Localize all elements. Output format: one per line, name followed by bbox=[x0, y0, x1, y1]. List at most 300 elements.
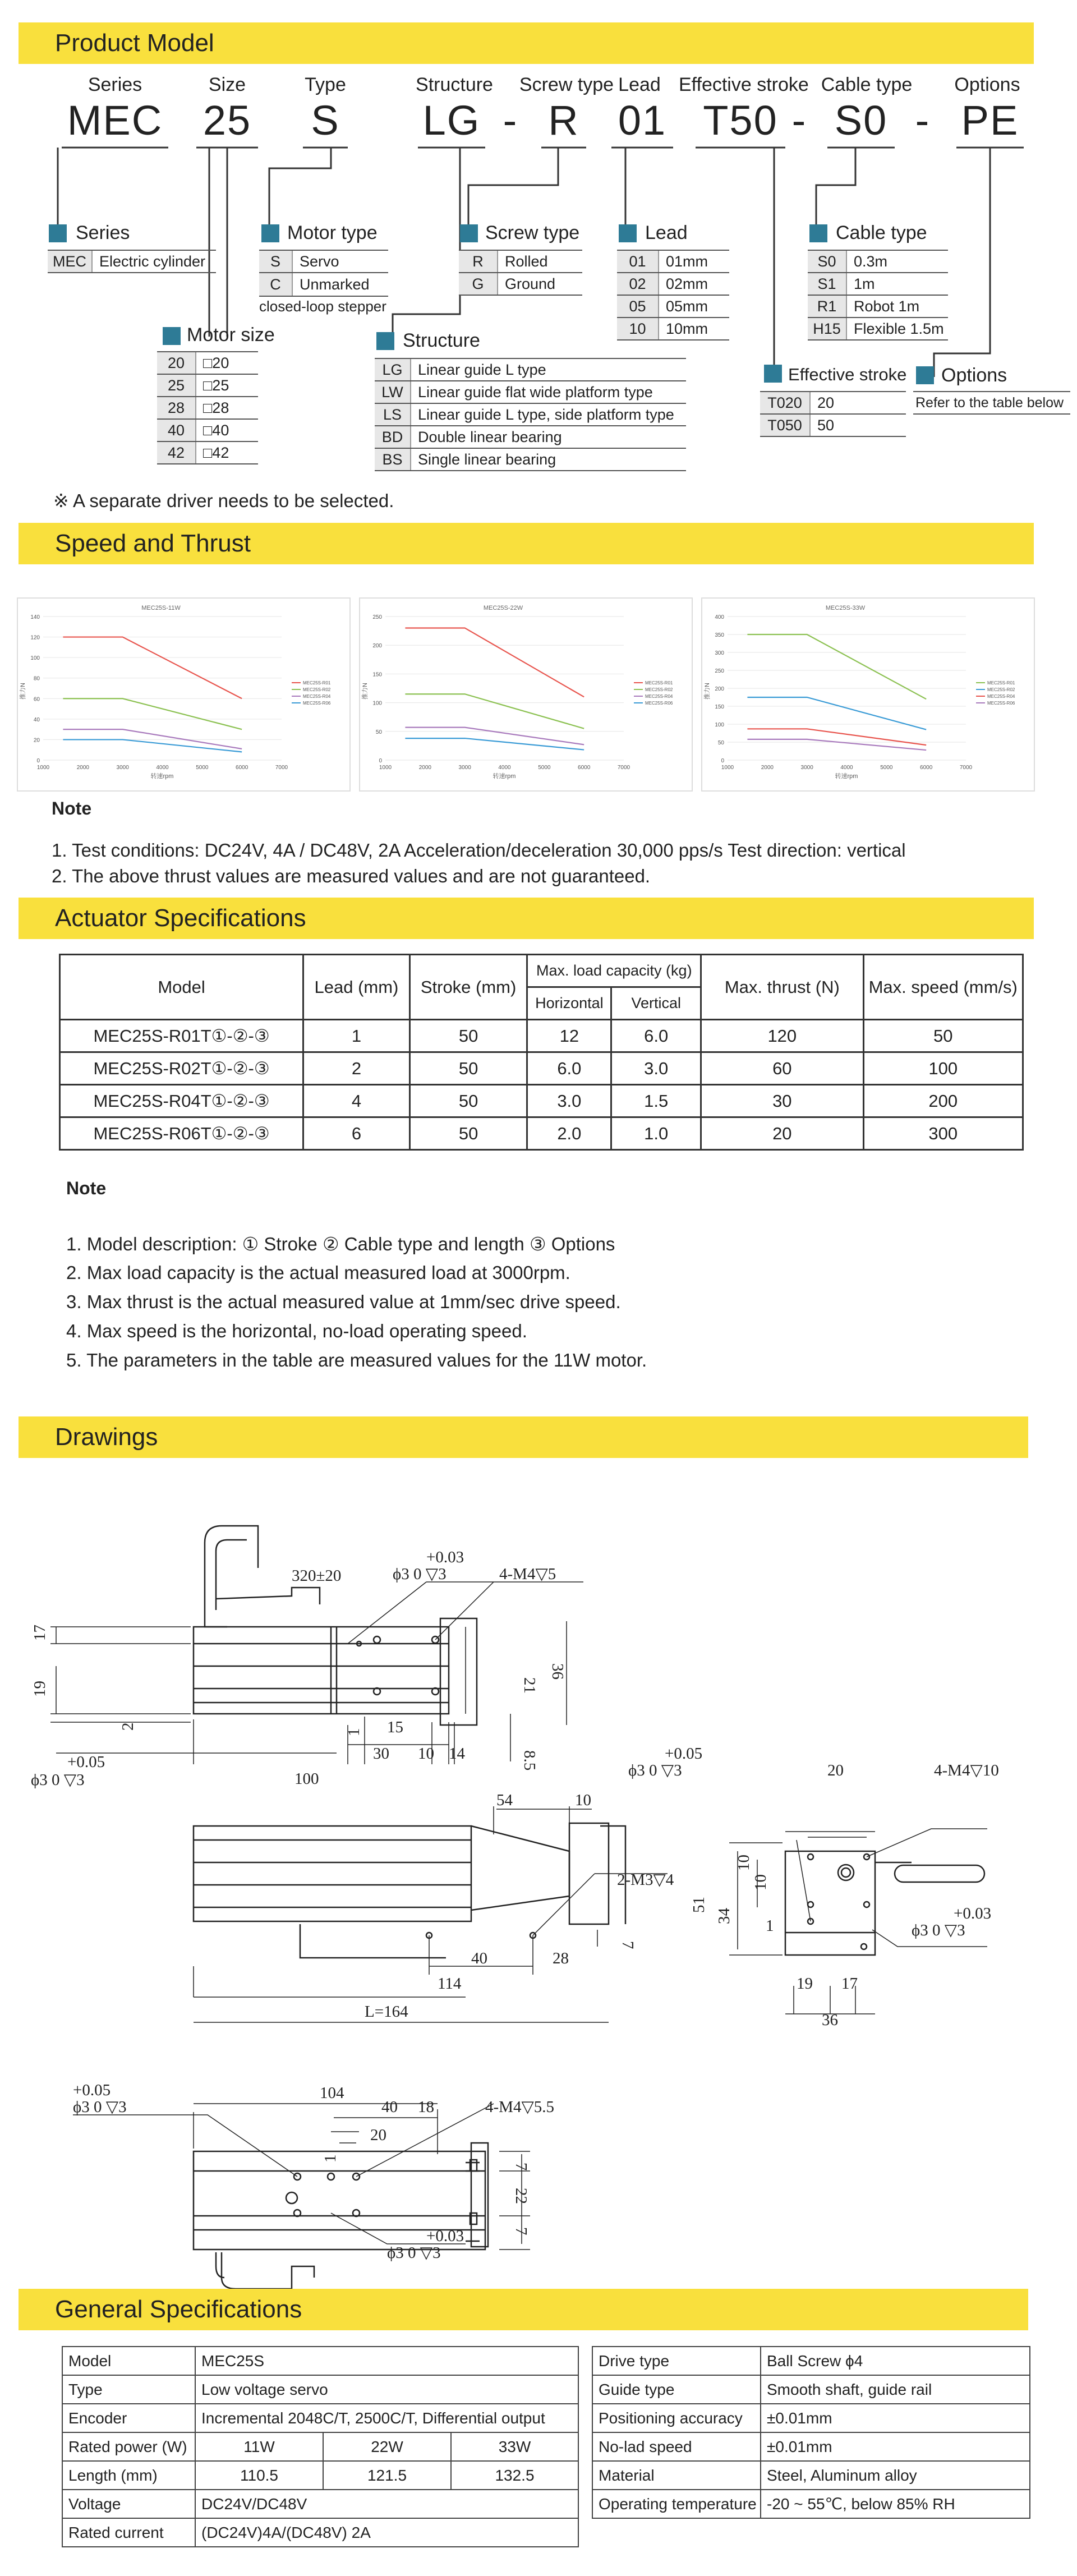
y-tick-label: 250 bbox=[715, 668, 724, 674]
legend-label: MEC25S-R04 bbox=[987, 694, 1015, 699]
dim-34: 34 bbox=[715, 1908, 733, 1924]
section-title: Product Model bbox=[55, 29, 214, 57]
cell: 2.0 bbox=[527, 1117, 611, 1150]
gs-label: Voltage bbox=[62, 2490, 195, 2518]
section-banner-actuator bbox=[19, 898, 1034, 939]
cell: 30 bbox=[701, 1085, 863, 1117]
series-line bbox=[405, 728, 584, 745]
motor-size-code: 28 bbox=[157, 397, 196, 418]
motor-type-table bbox=[259, 250, 388, 315]
cable-type-table bbox=[808, 250, 948, 341]
note1-line: 2. The above thrust values are measured values and are not guaranteed. bbox=[52, 866, 651, 886]
y-tick-label: 0 bbox=[379, 758, 382, 764]
series-line bbox=[63, 698, 242, 729]
dim-54: 54 bbox=[496, 1791, 513, 1809]
x-tick-label: 2000 bbox=[761, 765, 774, 771]
dim-19b: 19 bbox=[797, 1975, 813, 1993]
dim-hole4: ϕ3 0 ▽3 bbox=[912, 1921, 965, 1939]
dim-m3: 2-M3▽4 bbox=[617, 1871, 674, 1889]
dim-40: 40 bbox=[471, 1949, 487, 1967]
y-axis-label: 推力N bbox=[704, 683, 711, 700]
cell: 200 bbox=[863, 1085, 1023, 1117]
cell: 1 bbox=[303, 1020, 410, 1052]
motor-type-marker bbox=[261, 224, 279, 242]
dim-tol6: +0.03 bbox=[426, 2227, 464, 2245]
y-axis-label: 推力N bbox=[362, 683, 369, 700]
lead-table bbox=[617, 250, 729, 341]
gs-label: Rated power (W) bbox=[62, 2432, 195, 2461]
stroke-table bbox=[760, 391, 906, 437]
cable-code: S0 bbox=[808, 251, 847, 272]
y-tick-label: 140 bbox=[30, 614, 40, 620]
gs-value: ±0.01mm bbox=[761, 2404, 1030, 2432]
series-desc: Electric cylinder bbox=[99, 252, 206, 270]
structure-code: BS bbox=[375, 449, 411, 470]
x-tick-label: 3000 bbox=[116, 765, 129, 771]
series-code: MEC bbox=[48, 251, 93, 272]
cable-type-title: Cable type bbox=[836, 222, 927, 243]
gs-value: 121.5 bbox=[323, 2461, 451, 2490]
structure-code: LW bbox=[375, 381, 411, 403]
motor-size-code: 20 bbox=[157, 352, 196, 374]
dim-tol4: +0.03 bbox=[954, 1905, 992, 1922]
dim-hole5: ϕ3 0 ▽3 bbox=[73, 2098, 127, 2116]
y-tick-label: 100 bbox=[372, 700, 382, 707]
cell: MEC25S-R04T①-②-③ bbox=[60, 1085, 303, 1117]
note2-line: 4. Max speed is the horizontal, no-load operating speed. bbox=[66, 1321, 527, 1341]
options-marker bbox=[916, 366, 934, 384]
code-val-stroke: T50 bbox=[703, 97, 778, 144]
legend-label: MEC25S-R01 bbox=[303, 680, 331, 686]
x-tick-label: 1000 bbox=[721, 765, 734, 771]
options-table bbox=[913, 391, 1070, 415]
screw-type-code: G bbox=[459, 273, 498, 295]
motor-size-table bbox=[157, 351, 258, 464]
x-tick-label: 6000 bbox=[236, 765, 248, 771]
gs-value: ±0.01mm bbox=[761, 2432, 1030, 2461]
y-tick-label: 200 bbox=[715, 686, 724, 692]
note2-line: 1. Model description: ① Stroke ② Cable type and length ③ Options bbox=[66, 1234, 615, 1254]
y-tick-label: 150 bbox=[715, 704, 724, 710]
series-line bbox=[747, 729, 926, 745]
general-spec-right bbox=[592, 2346, 1030, 2519]
y-tick-label: 400 bbox=[715, 614, 724, 620]
motor-size-desc: □20 bbox=[203, 354, 229, 371]
driver-note: ※ A separate driver needs to be selected. bbox=[53, 490, 394, 511]
dim-1c: 1 bbox=[321, 2154, 339, 2163]
y-tick-label: 250 bbox=[372, 614, 382, 620]
gs-value: DC24V/DC48V bbox=[195, 2490, 578, 2518]
y-tick-label: 200 bbox=[372, 643, 382, 650]
options-title: Options bbox=[941, 365, 1007, 386]
series-line bbox=[63, 637, 242, 699]
dim-15: 15 bbox=[387, 1718, 403, 1736]
dim-1: 1 bbox=[345, 1728, 363, 1736]
lead-code: 01 bbox=[617, 251, 659, 272]
chart-11w bbox=[17, 597, 351, 792]
section-banner-drawings bbox=[19, 1416, 1028, 1458]
lead-desc: 10mm bbox=[666, 320, 708, 337]
motor-size-code: 40 bbox=[157, 420, 196, 441]
screw-type-marker bbox=[460, 224, 478, 242]
legend-label: MEC25S-R01 bbox=[645, 680, 673, 686]
y-axis-label: 推力N bbox=[20, 683, 26, 700]
chart-title: MEC25S-33W bbox=[825, 605, 866, 611]
cell: 6 bbox=[303, 1117, 410, 1150]
structure-desc: Linear guide flat wide platform type bbox=[418, 383, 653, 401]
section-title: Drawings bbox=[55, 1423, 158, 1451]
y-tick-label: 150 bbox=[372, 671, 382, 678]
x-tick-label: 2000 bbox=[76, 765, 89, 771]
motor-size-marker bbox=[163, 327, 181, 345]
code-val-cable: S0 bbox=[834, 97, 888, 144]
structure-desc: Double linear bearing bbox=[418, 428, 562, 445]
cell: 50 bbox=[409, 1085, 527, 1117]
cell: 4 bbox=[303, 1085, 410, 1117]
motor-type-desc: Servo bbox=[300, 252, 339, 270]
chart-22w bbox=[359, 597, 693, 792]
code-val-series: MEC bbox=[67, 97, 163, 144]
code-head-structure: Structure bbox=[416, 74, 493, 95]
screw-type-title: Screw type bbox=[485, 222, 580, 243]
legend-label: MEC25S-R02 bbox=[645, 687, 673, 692]
dim-114: 114 bbox=[438, 1975, 462, 1993]
dim-28: 28 bbox=[553, 1949, 569, 1967]
lead-desc: 02mm bbox=[666, 275, 708, 292]
y-tick-label: 100 bbox=[715, 722, 724, 728]
stroke-title: Effective stroke bbox=[788, 365, 907, 384]
lead-code: 02 bbox=[617, 273, 659, 295]
y-tick-label: 40 bbox=[33, 716, 40, 723]
gs-label: Operating temperature bbox=[592, 2490, 761, 2518]
chart-title: MEC25S-22W bbox=[483, 605, 523, 611]
th-load: Max. load capacity (kg) bbox=[527, 955, 701, 987]
cable-desc: 0.3m bbox=[854, 252, 888, 270]
code-head-screw: Screw type bbox=[519, 74, 614, 95]
x-axis-label: 转速rpm bbox=[493, 773, 516, 780]
cable-code: H15 bbox=[808, 318, 847, 339]
y-tick-label: 50 bbox=[717, 740, 724, 746]
dim-2: 2 bbox=[119, 1722, 137, 1731]
cell: MEC25S-R01T①-②-③ bbox=[60, 1020, 303, 1052]
chart-33w-svg bbox=[702, 599, 1034, 790]
gs-label: Guide type bbox=[592, 2375, 761, 2404]
code-head-stroke: Effective stroke bbox=[679, 74, 809, 95]
legend-label: MEC25S-R02 bbox=[303, 687, 331, 692]
code-dash: - bbox=[915, 97, 931, 144]
stroke-desc: 20 bbox=[817, 394, 835, 411]
dim-tol2: +0.05 bbox=[67, 1753, 105, 1771]
th-horizontal: Horizontal bbox=[527, 987, 611, 1020]
cell: 1.0 bbox=[611, 1117, 701, 1150]
gs-value: Ball Screw ϕ4 bbox=[761, 2347, 1030, 2375]
dim-1b: 1 bbox=[766, 1917, 774, 1935]
y-tick-label: 0 bbox=[36, 758, 40, 764]
dim-7: 7 bbox=[619, 1941, 637, 1949]
note2-line: 5. The parameters in the table are measured values for the 11W motor. bbox=[66, 1350, 647, 1370]
x-tick-label: 7000 bbox=[617, 765, 630, 771]
x-tick-label: 1000 bbox=[379, 765, 392, 771]
motor-type-code: S bbox=[259, 251, 293, 272]
motor-type-extra: closed-loop stepper bbox=[259, 296, 388, 315]
y-tick-label: 350 bbox=[715, 632, 724, 638]
structure-desc: Single linear bearing bbox=[418, 450, 556, 468]
gs-label: Type bbox=[62, 2375, 195, 2404]
code-head-type: Type bbox=[305, 74, 346, 95]
stroke-code: T050 bbox=[760, 415, 811, 436]
screw-type-table bbox=[459, 250, 582, 296]
cable-desc: 1m bbox=[854, 275, 875, 292]
dim-tol3: +0.05 bbox=[665, 1745, 703, 1763]
series-table bbox=[48, 250, 216, 273]
code-val-options: PE bbox=[961, 97, 1019, 144]
chart-22w-svg bbox=[360, 599, 692, 790]
options-desc: Refer to the table below bbox=[915, 394, 1064, 411]
x-tick-label: 3000 bbox=[458, 765, 471, 771]
code-head-series: Series bbox=[88, 74, 142, 95]
section-banner-speed-thrust bbox=[19, 523, 1034, 564]
dim-18: 18 bbox=[418, 2098, 434, 2116]
x-tick-label: 1000 bbox=[36, 765, 50, 771]
gs-label: Encoder bbox=[62, 2404, 195, 2432]
motor-size-title: Motor size bbox=[187, 324, 275, 346]
cable-code: R1 bbox=[808, 296, 847, 317]
cell: 50 bbox=[409, 1020, 527, 1052]
note1-line: 1. Test conditions: DC24V, 4A / DC48V, 2A Acceleration/deceleration 30,000 pps/s Test direction: vertical bbox=[52, 840, 906, 861]
dim-hole1: ϕ3 0 ▽3 bbox=[393, 1565, 447, 1583]
code-head-size: Size bbox=[208, 74, 246, 95]
section-banner-general bbox=[19, 2289, 1028, 2330]
gs-value: 132.5 bbox=[451, 2461, 578, 2490]
structure-code: LG bbox=[375, 359, 411, 380]
section-title: Speed and Thrust bbox=[55, 530, 251, 557]
gs-value: 11W bbox=[195, 2432, 323, 2461]
dim-tol1: +0.03 bbox=[426, 1548, 464, 1566]
table-row bbox=[60, 1117, 1023, 1150]
technical-drawing bbox=[0, 1459, 1077, 2300]
motor-size-code: 25 bbox=[157, 375, 196, 396]
dim-tol5: +0.05 bbox=[73, 2081, 111, 2099]
chart-title: MEC25S-11W bbox=[141, 605, 181, 611]
x-axis-label: 转速rpm bbox=[150, 773, 174, 780]
th-lead: Lead (mm) bbox=[303, 955, 410, 1020]
x-tick-label: 5000 bbox=[880, 765, 893, 771]
stroke-code: T020 bbox=[760, 392, 811, 413]
cell: 3.0 bbox=[527, 1085, 611, 1117]
x-tick-label: 3000 bbox=[800, 765, 813, 771]
gs-value: 110.5 bbox=[195, 2461, 323, 2490]
y-tick-label: 20 bbox=[33, 737, 40, 744]
cell: 2 bbox=[303, 1052, 410, 1085]
cell: 50 bbox=[409, 1052, 527, 1085]
dim-10: 10 bbox=[418, 1745, 434, 1763]
cell: 120 bbox=[701, 1020, 863, 1052]
note1-title: Note bbox=[52, 798, 92, 818]
x-tick-label: 6000 bbox=[578, 765, 591, 771]
cell: 6.0 bbox=[611, 1020, 701, 1052]
cell: 50 bbox=[863, 1020, 1023, 1052]
th-thrust: Max. thrust (N) bbox=[701, 955, 863, 1020]
dim-104: 104 bbox=[320, 2084, 344, 2102]
cell: 3.0 bbox=[611, 1052, 701, 1085]
x-tick-label: 7000 bbox=[275, 765, 288, 771]
dim-40b: 40 bbox=[381, 2098, 398, 2116]
table-row bbox=[60, 1052, 1023, 1085]
section-title: Actuator Specifications bbox=[55, 904, 306, 932]
gs-label: No-lad speed bbox=[592, 2432, 761, 2461]
structure-desc: Linear guide L type, side platform type bbox=[418, 406, 674, 423]
gs-value: Low voltage servo bbox=[195, 2375, 578, 2404]
cell: MEC25S-R06T①-②-③ bbox=[60, 1117, 303, 1150]
structure-title: Structure bbox=[403, 330, 480, 351]
structure-code: BD bbox=[375, 426, 411, 448]
cell: 6.0 bbox=[527, 1052, 611, 1085]
series-line bbox=[747, 697, 926, 730]
cell: 60 bbox=[701, 1052, 863, 1085]
actuator-spec-table bbox=[59, 954, 1024, 1151]
motor-size-desc: □40 bbox=[203, 421, 229, 439]
note2-line: 2. Max load capacity is the actual measured load at 3000rpm. bbox=[66, 1262, 570, 1283]
gs-value: 22W bbox=[323, 2432, 451, 2461]
structure-code: LS bbox=[375, 404, 411, 425]
gs-label: Material bbox=[592, 2461, 761, 2490]
legend-label: MEC25S-R01 bbox=[987, 680, 1015, 686]
dim-hole6: ϕ3 0 ▽3 bbox=[387, 2244, 441, 2262]
th-stroke: Stroke (mm) bbox=[409, 955, 527, 1020]
motor-type-code: C bbox=[259, 273, 293, 296]
section-title: General Specifications bbox=[55, 2296, 302, 2323]
dim-20b: 20 bbox=[370, 2126, 386, 2144]
x-tick-label: 7000 bbox=[959, 765, 973, 771]
series-line bbox=[405, 694, 584, 728]
gs-value: (DC24V)4A/(DC48V) 2A bbox=[195, 2518, 578, 2547]
series-title: Series bbox=[76, 222, 130, 243]
dim-22: 22 bbox=[512, 2188, 530, 2204]
note2-title: Note bbox=[66, 1178, 107, 1198]
chart-33w bbox=[701, 597, 1035, 792]
x-tick-label: 5000 bbox=[538, 765, 551, 771]
cable-desc: Robot 1m bbox=[854, 297, 920, 315]
dim-10b: 10 bbox=[575, 1791, 591, 1809]
stroke-marker bbox=[764, 365, 782, 383]
motor-size-desc: □42 bbox=[203, 444, 229, 461]
x-tick-label: 6000 bbox=[920, 765, 933, 771]
chart-11w-svg bbox=[18, 599, 349, 790]
y-tick-label: 300 bbox=[715, 650, 724, 656]
series-line bbox=[63, 739, 242, 752]
gs-label: Rated current bbox=[62, 2518, 195, 2547]
dim-51: 51 bbox=[690, 1897, 708, 1913]
dim-320: 320±20 bbox=[292, 1567, 342, 1585]
code-val-lead: 01 bbox=[618, 97, 667, 144]
screw-type-desc: Rolled bbox=[505, 252, 548, 270]
code-val-size: 25 bbox=[202, 97, 252, 144]
legend-label: MEC25S-R06 bbox=[987, 701, 1015, 706]
cell: 20 bbox=[701, 1117, 863, 1150]
code-dash: - bbox=[503, 97, 518, 144]
screw-type-desc: Ground bbox=[505, 275, 556, 292]
dim-hole2: ϕ3 0 ▽3 bbox=[31, 1771, 85, 1789]
dim-10d: 10 bbox=[752, 1874, 770, 1890]
structure-marker bbox=[376, 332, 394, 350]
gs-label: Length (mm) bbox=[62, 2461, 195, 2490]
cell: 1.5 bbox=[611, 1085, 701, 1117]
code-head-options: Options bbox=[954, 74, 1020, 95]
legend-label: MEC25S-R04 bbox=[303, 694, 331, 699]
gs-value: Smooth shaft, guide rail bbox=[761, 2375, 1030, 2404]
dim-14: 14 bbox=[449, 1745, 465, 1763]
dim-20: 20 bbox=[827, 1761, 844, 1779]
dim-7b: 7 bbox=[512, 2163, 530, 2171]
cell: MEC25S-R02T①-②-③ bbox=[60, 1052, 303, 1085]
x-tick-label: 4000 bbox=[498, 765, 511, 771]
gs-label: Drive type bbox=[592, 2347, 761, 2375]
dim-hole3: ϕ3 0 ▽3 bbox=[628, 1761, 682, 1779]
motor-type-desc: Unmarked bbox=[300, 275, 370, 293]
cell: 12 bbox=[527, 1020, 611, 1052]
gs-value: Steel, Aluminum alloy bbox=[761, 2461, 1030, 2490]
cell: 300 bbox=[863, 1117, 1023, 1150]
code-val-screw: R bbox=[548, 97, 579, 144]
th-speed: Max. speed (mm/s) bbox=[863, 955, 1023, 1020]
dim-30: 30 bbox=[373, 1745, 389, 1763]
gs-value: Incremental 2048C/T, 2500C/T, Differential output bbox=[195, 2404, 578, 2432]
structure-desc: Linear guide L type bbox=[418, 361, 546, 378]
y-tick-label: 120 bbox=[30, 634, 40, 641]
lead-desc: 01mm bbox=[666, 252, 708, 270]
lead-code: 10 bbox=[617, 318, 659, 339]
cell: 100 bbox=[863, 1052, 1023, 1085]
code-head-cable: Cable type bbox=[821, 74, 913, 95]
series-line bbox=[405, 628, 584, 697]
note2-line: 3. Max thrust is the actual measured value at 1mm/sec drive speed. bbox=[66, 1291, 621, 1312]
y-tick-label: 80 bbox=[33, 675, 40, 682]
series-line bbox=[405, 738, 584, 749]
gs-label: Positioning accuracy bbox=[592, 2404, 761, 2432]
dim-36: 36 bbox=[549, 1663, 567, 1680]
th-model: Model bbox=[60, 955, 303, 1020]
dim-36b: 36 bbox=[822, 2011, 838, 2029]
code-val-type: S bbox=[311, 97, 340, 144]
legend-label: MEC25S-R04 bbox=[645, 694, 673, 699]
general-spec-left bbox=[62, 2346, 579, 2547]
code-val-structure: LG bbox=[422, 97, 481, 144]
motor-size-desc: □25 bbox=[203, 376, 229, 394]
th-vertical: Vertical bbox=[611, 987, 701, 1020]
y-tick-label: 50 bbox=[375, 729, 382, 735]
dim-8-5: 8.5 bbox=[521, 1750, 538, 1771]
motor-size-desc: □28 bbox=[203, 399, 229, 416]
legend-label: MEC25S-R02 bbox=[987, 687, 1015, 692]
x-tick-label: 5000 bbox=[196, 765, 209, 771]
lead-marker bbox=[619, 224, 637, 242]
x-tick-label: 4000 bbox=[156, 765, 169, 771]
gs-value: MEC25S bbox=[195, 2347, 578, 2375]
motor-type-title: Motor type bbox=[287, 222, 378, 243]
lead-desc: 05mm bbox=[666, 297, 708, 315]
legend-label: MEC25S-R06 bbox=[303, 701, 331, 706]
dim-m4c: 4-M4▽5.5 bbox=[485, 2098, 554, 2116]
stroke-desc: 50 bbox=[817, 416, 835, 434]
lead-code: 05 bbox=[617, 296, 659, 317]
gs-label: Model bbox=[62, 2347, 195, 2375]
y-tick-label: 0 bbox=[721, 758, 724, 764]
legend-label: MEC25S-R06 bbox=[645, 701, 673, 706]
gs-value: -20 ~ 55℃, below 85% RH bbox=[761, 2490, 1030, 2518]
gs-value: 33W bbox=[451, 2432, 578, 2461]
structure-table bbox=[375, 358, 686, 471]
dim-100: 100 bbox=[294, 1770, 319, 1788]
